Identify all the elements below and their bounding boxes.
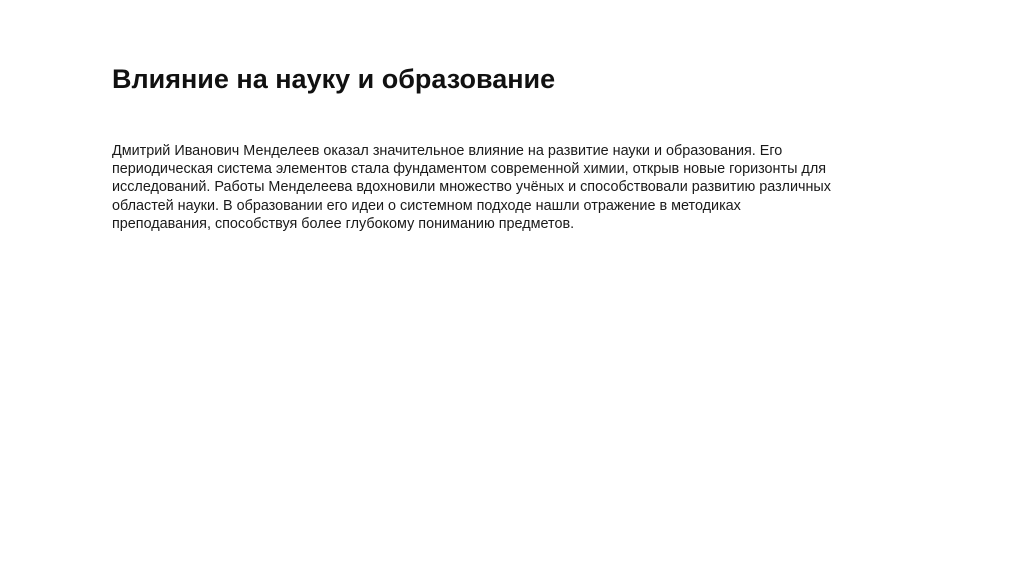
body-line: периодическая система элементов стала фундаментом современной химии, открыв новые горизонты для (112, 161, 827, 178)
slide-title: Влияние на науку и образование (112, 64, 556, 94)
slide-body-text (112, 142, 912, 233)
body-line: исследований. Работы Менделеева вдохновили множество учёных и способствовали развитию различных (112, 179, 831, 196)
body-line: Дмитрий Иванович Менделеев оказал значительное влияние на развитие науки и образования. Его (112, 143, 783, 159)
body-line: областей науки. В образовании его идеи о системном подходе нашли отражение в методиках (112, 197, 741, 214)
body-line: преподавания, способствуя более глубокому пониманию предметов. (112, 215, 575, 232)
